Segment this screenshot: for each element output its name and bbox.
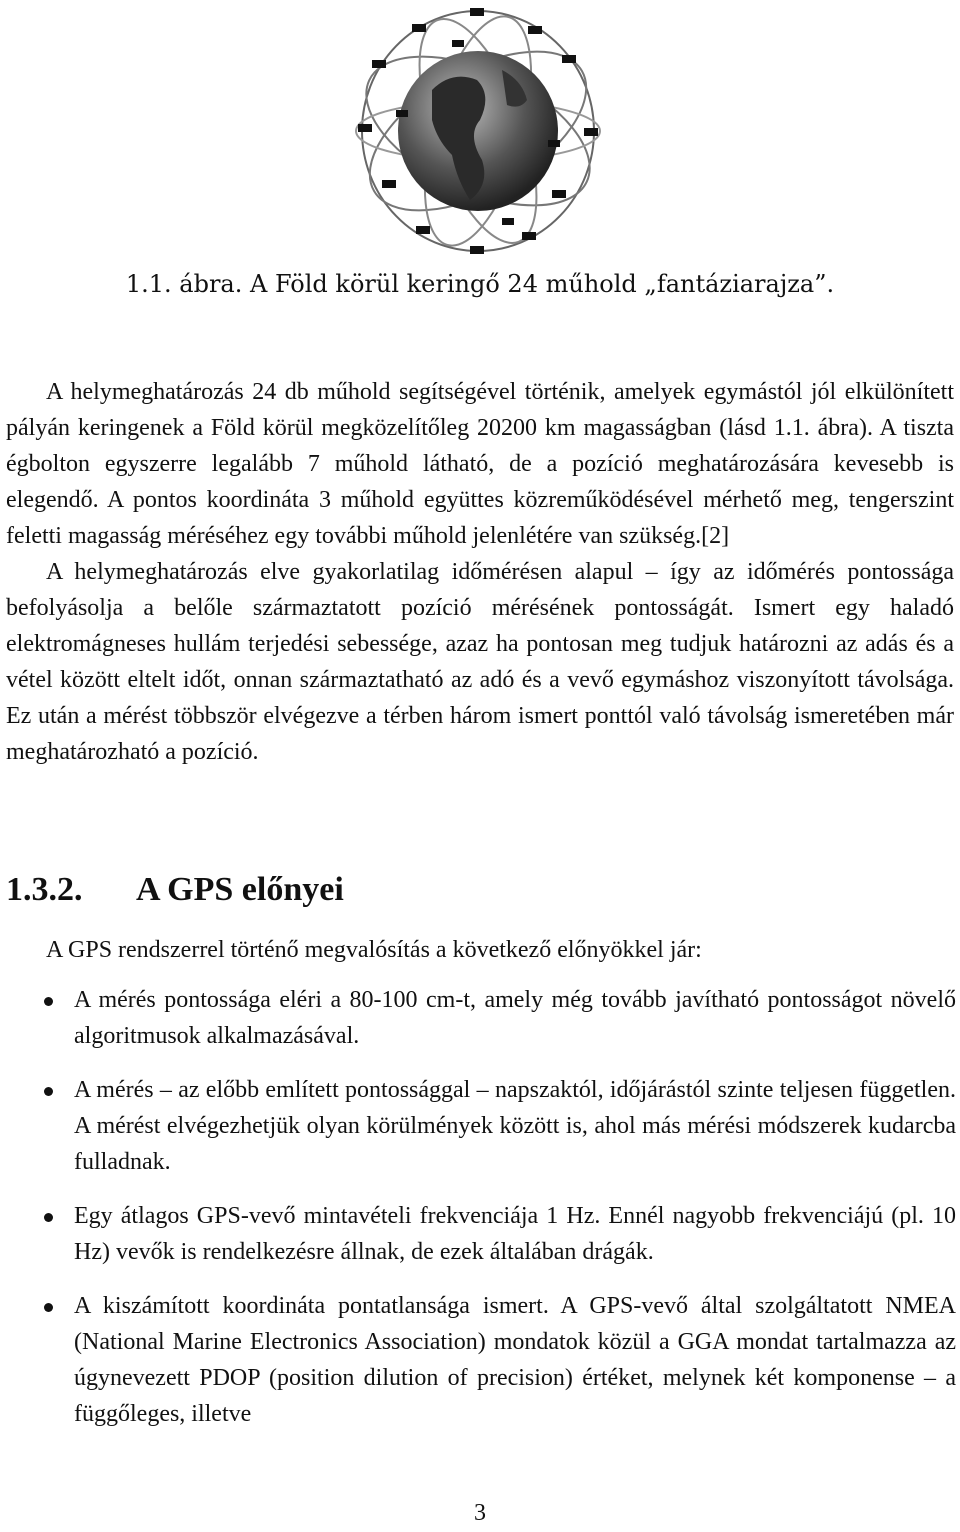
globe-with-satellites-illustration xyxy=(352,0,604,262)
list-item-text: Egy átlagos GPS-vevő mintavételi frekvenciája 1 Hz. Ennél nagyobb frekvenciájú (pl. 10 Hz) vevők is rendelkezésre állnak, de ezek általában drágák. xyxy=(74,1203,956,1265)
list-item xyxy=(36,1288,956,1432)
section-heading xyxy=(6,868,344,912)
section-title: A GPS előnyei xyxy=(136,871,344,908)
list-item xyxy=(36,982,956,1054)
body-text xyxy=(6,374,954,770)
bullet-icon xyxy=(44,1303,53,1312)
list-item-text: A mérés – az előbb említett pontossággal – napszaktól, időjárástól szinte teljesen független. A mérést elvégezhetjük olyan körülmények között is, ahol más mérési módszerek kudarcba fulladnak. xyxy=(74,1077,956,1175)
bullet-icon xyxy=(44,1213,53,1222)
list-intro: A GPS rendszerrel történő megvalósítás a következő előnyökkel jár: xyxy=(46,937,702,963)
bullet-icon xyxy=(44,1087,53,1096)
page-number: 3 xyxy=(474,1500,486,1526)
bullet-icon xyxy=(44,997,53,1006)
section-number: 1.3.2. xyxy=(6,871,83,908)
paragraph: A helymeghatározás 24 db műhold segítségével történik, amelyek egymástól jól elkülönített pályán keringenek a Föld körül megközelítőleg 20200 km magasságban (lásd 1.1. ábra). A tiszta égbolton egyszerre legalább 7 műhold látható, de a pozíció meghatározására kevesebb is elegendő. A pontos koordináta 3 műhold együttes közreműködésével mérhető meg, tengerszint feletti magasság méréséhez egy további műhold jelenlétére van szükség.[2] xyxy=(6,379,954,549)
advantages-list xyxy=(36,982,956,1450)
satellite-constellation-figure xyxy=(352,0,604,262)
list-item-text: A mérés pontossága eléri a 80-100 cm-t, amely még tovább javítható pontosságot növelő algoritmusok alkalmazásával. xyxy=(74,987,956,1049)
figure-caption: 1.1. ábra. A Föld körül keringő 24 műhold „fantáziarajza”. xyxy=(125,270,835,298)
paragraph: A helymeghatározás elve gyakorlatilag időmérésen alapul – így az időmérés pontossága befolyásolja a belőle származtatott pozíció mérésének pontosságát. Ismert egy haladó elektromágneses hullám terjedési sebessége, azaz ha pontosan meg tudjuk határozni az adás és a vétel között eltelt időt, onnan származtatható az adó és a vevő egymáshoz viszonyított távolsága. Ez után a mérést többször elvégezve a térben három ismert ponttól való távolság ismeretében már meghatározható a pozíció. xyxy=(6,559,954,765)
list-item-text: A kiszámított koordináta pontatlansága ismert. A GPS-vevő által szolgáltatott NMEA (National Marine Electronics Association) mondatok közül a GGA mondat tartalmazza az úgynevezett PDOP (position dilution of precision) értéket, melynek két komponense – a függőleges, illetve xyxy=(74,1293,956,1427)
list-item xyxy=(36,1072,956,1180)
list-item xyxy=(36,1198,956,1270)
